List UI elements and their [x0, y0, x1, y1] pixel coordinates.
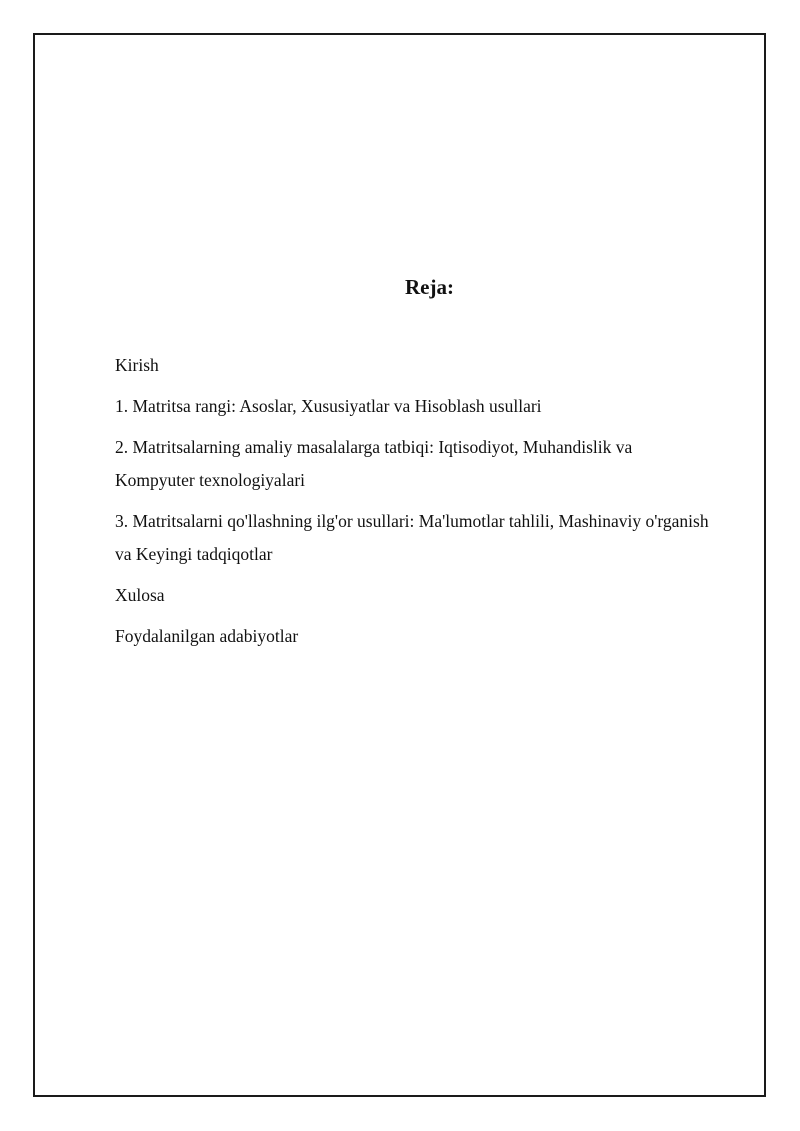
plan-item-chapter-1: 1. Matritsa rangi: Asoslar, Xususiyatlar va Hisoblash usullari: [115, 396, 542, 416]
page-title: Reja:: [405, 275, 454, 299]
plan-item-references: Foydalanilgan adabiyotlar: [115, 626, 299, 646]
plan-item-chapter-2: 2. Matritsalarning amaliy masalalarga tatbiqi: Iqtisodiyot, Muhandislik va Kompyuter texnologiyalari: [115, 437, 633, 490]
plan-item-introduction: Kirish: [115, 355, 159, 375]
plan-list: [115, 349, 715, 661]
plan-item-chapter-3: 3. Matritsalarni qo'llashning ilg'or usullari: Ma'lumotlar tahlili, Mashinaviy o'rganish va Keyingi tadqiqotlar: [115, 511, 709, 564]
plan-item-conclusion: Xulosa: [115, 585, 165, 605]
